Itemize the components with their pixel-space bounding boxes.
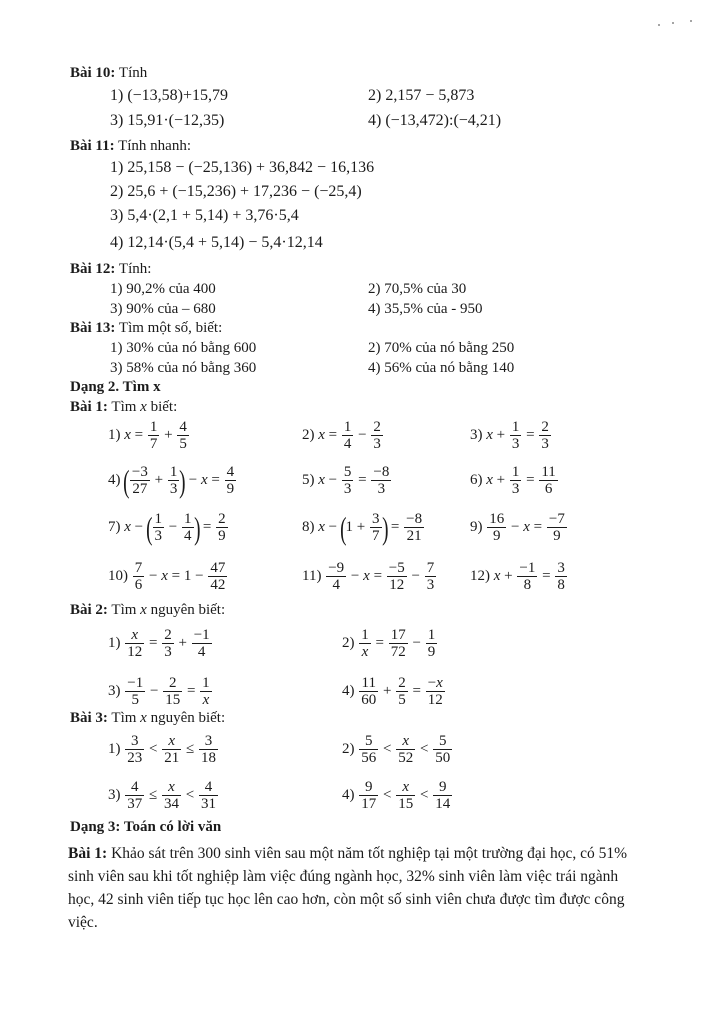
- math-problem: 4) ( $\frac{-3}{27}$ + $\frac{1}{3}$ ) − x = $\frac{4}{9}$: [108, 462, 235, 499]
- b12-problem-3: 3) 90% của – 680: [110, 301, 216, 317]
- math-problem: 3) $\frac{-1}{5}$ − $\frac{2}{15}$ = $\frac{1}{x}$: [108, 675, 210, 709]
- b13-problem-3: 3) 58% của nó bằng 360: [110, 360, 257, 376]
- b12-problem-1: 1) 90,2% của 400: [110, 281, 216, 297]
- section-dang-3-title: Dạng 3: Toán có lời văn: [70, 819, 222, 835]
- b13-problem-2: 2) 70% của nó bằng 250: [368, 340, 515, 356]
- math-problem: 2) x = $\frac{1}{4}$ − $\frac{2}{3}$: [302, 419, 381, 453]
- b10-problem-1: 1) (−13,58)+15,79: [110, 87, 229, 104]
- d2b2-heading: Bài 2: Tìm x nguyên biết:: [70, 602, 226, 618]
- b12-problem-4: 4) 35,5% của - 950: [368, 301, 483, 317]
- b10-problem-2: 2) 2,157 − 5,873: [368, 87, 475, 104]
- math-problem: 2) $\frac{1}{x}$ = $\frac{17}{72}$ − $\frac{1}{9}$: [342, 627, 436, 661]
- b13-problem-4: 4) 56% của nó bằng 140: [368, 360, 515, 376]
- math-problem: 1) x = $\frac{1}{7}$ + $\frac{4}{5}$: [108, 419, 187, 453]
- b11-heading: Bài 11: Tính nhanh:: [70, 138, 191, 154]
- math-problem: 3) x + $\frac{1}{3}$ = $\frac{2}{3}$: [470, 419, 549, 453]
- b11-problem-4: 4) 12,14·(5,4 + 5,14) − 5,4·12,14: [110, 234, 323, 251]
- d3b1-paragraph: Bài 1: Khảo sát trên 300 sinh viên sau một năm tốt nghiệp tại một trường đại học, có 51% sinh viên sau khi tốt nghiệp làm việc đúng ngành học, 32% sinh viên làm việc trái ngành học, 42 sinh viên tiếp tục học lên cao hơn, còn một số sinh viên chưa được tìm được công việc.: [68, 845, 628, 931]
- b12-problem-2: 2) 70,5% của 30: [368, 281, 467, 297]
- scan-speck: [672, 22, 674, 24]
- b11-problem-3: 3) 5,4·(2,1 + 5,14) + 3,76·5,4: [110, 207, 299, 224]
- b13-heading: Bài 13: Tìm một số, biết:: [70, 320, 223, 336]
- b10-problem-4: 4) (−13,472):(−4,21): [368, 112, 502, 129]
- math-problem: 7) x − ( $\frac{1}{3}$ − $\frac{1}{4}$ ) = $\frac{2}{9}$: [108, 509, 226, 546]
- math-problem: 1) $\frac{3}{23}$ < $\frac{x}{21}$ ≤ $\frac{3}{18}$: [108, 733, 216, 767]
- math-problem: 6) x + $\frac{1}{3}$ = $\frac{11}{6}$: [470, 464, 556, 498]
- scan-speck: [690, 20, 692, 22]
- math-problem: 2) $\frac{5}{56}$ < $\frac{x}{52}$ < $\frac{5}{50}$: [342, 733, 451, 767]
- section-dang-2-title: Dạng 2. Tìm x: [70, 379, 161, 395]
- math-problem: 5) x − $\frac{5}{3}$ = $\frac{-8}{3}$: [302, 464, 390, 498]
- math-problem: 1) $\frac{x}{12}$ = $\frac{2}{3}$ + $\frac{-1}{4}$: [108, 627, 210, 661]
- b10-problem-3: 3) 15,91·(−12,35): [110, 112, 225, 129]
- b11-problem-1: 1) 25,158 − (−25,136) + 36,842 − 16,136: [110, 159, 375, 176]
- b12-heading: Bài 12: Tính:: [70, 261, 152, 277]
- d2b3-heading: Bài 3: Tìm x nguyên biết:: [70, 710, 226, 726]
- math-problem: 12) x + $\frac{-1}{8}$ = $\frac{3}{8}$: [470, 560, 565, 594]
- math-problem: 4) $\frac{9}{17}$ < $\frac{x}{15}$ < $\frac{9}{14}$: [342, 779, 451, 813]
- b13-problem-1: 1) 30% của nó bằng 600: [110, 340, 257, 356]
- math-problem: 11) $\frac{-9}{4}$ − x = $\frac{-5}{12}$ − $\frac{7}{3}$: [302, 560, 435, 594]
- math-problem: 9) $\frac{16}{9}$ − x = $\frac{-7}{9}$: [470, 511, 565, 545]
- math-problem: 4) $\frac{11}{60}$ + $\frac{2}{5}$ = $\frac{-x}{12}$: [342, 675, 443, 709]
- math-problem: 10) $\frac{7}{6}$ − x = 1 − $\frac{47}{42}$: [108, 560, 226, 594]
- math-problem: 3) $\frac{4}{37}$ ≤ $\frac{x}{34}$ < $\frac{4}{31}$: [108, 779, 216, 813]
- b11-problem-2: 2) 25,6 + (−15,236) + 17,236 − (−25,4): [110, 183, 362, 200]
- scan-speck: [658, 24, 660, 26]
- b10-heading: Bài 10: Tính: [70, 65, 148, 81]
- math-problem: 8) x − (1 + $\frac{3}{7}$ ) = $\frac{-8}{21}$: [302, 509, 423, 546]
- d2b1-heading: Bài 1: Tìm x biết:: [70, 399, 178, 415]
